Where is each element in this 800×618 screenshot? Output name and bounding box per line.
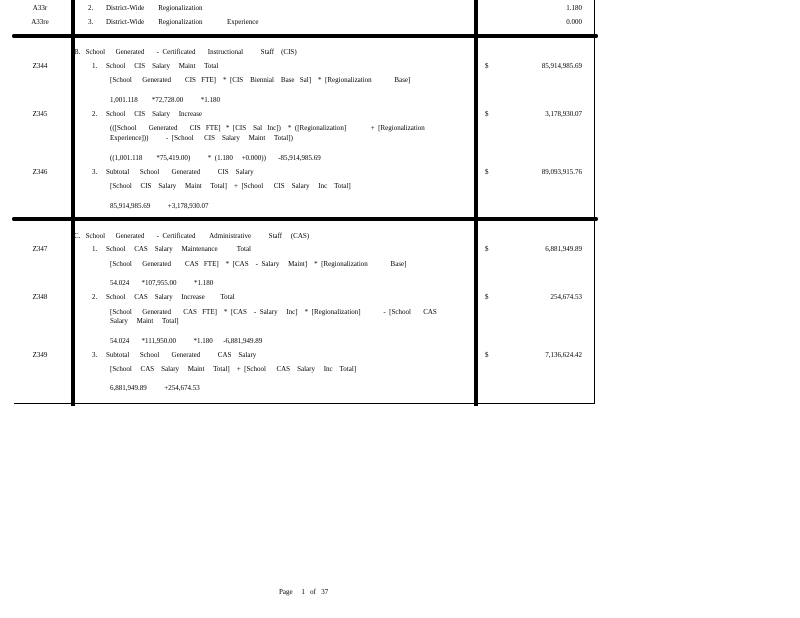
page-number: Page 1 of 37: [279, 588, 329, 596]
row-title: School CIS Salary Increase: [106, 110, 203, 118]
row-calculation: ((1,001.118 *75,419.00) * (1.180 +0.000)) -85,914,985.69: [110, 154, 321, 162]
row-amount: 85,914,985.69: [541, 62, 582, 70]
row-amount: 6,881,949.89: [545, 245, 582, 253]
row-amount: 3,178,930.07: [545, 110, 582, 118]
row-number: 1.: [92, 62, 98, 70]
row-number: 1.: [92, 245, 98, 253]
row-code: Z349: [32, 351, 48, 359]
section-b-top-rule: [12, 34, 598, 38]
row-number: 2.: [88, 4, 94, 12]
row-title: District-Wide Regionalization: [106, 4, 203, 12]
dollar-sign: $: [485, 62, 489, 70]
row-amount: 7,136,624.42: [545, 351, 582, 359]
row-formula: [School CAS Salary Maint Total] + [School CAS Salary Inc Total]: [110, 365, 357, 373]
row-amount: 0.000: [566, 18, 582, 26]
row-calculation: 85,914,985.69 +3,178,930.07: [110, 202, 209, 210]
row-calculation: 1,001.118 *72,728.00 *1.180: [110, 96, 220, 104]
row-code: Z346: [32, 168, 48, 176]
row-code: Z344: [32, 62, 48, 70]
row-amount: 89,093,915.76: [541, 168, 582, 176]
section-c-top-rule: [12, 217, 598, 221]
row-code: Z345: [32, 110, 48, 118]
row-title: District-Wide Regionalization Experience: [106, 18, 259, 26]
dollar-sign: $: [485, 168, 489, 176]
right-vertical-rule: [474, 0, 478, 406]
row-code: Z347: [32, 245, 48, 253]
row-amount: 254,674.53: [550, 293, 582, 301]
section-heading: B. School Generated - Certificated Instructional Staff (CIS): [74, 48, 297, 56]
section-heading: C. School Generated - Certificated Administrative Staff (CAS): [74, 232, 310, 240]
row-title: School CAS Salary Increase Total: [106, 293, 235, 301]
dollar-sign: $: [485, 293, 489, 301]
row-formula: [School Generated CAS FTE] * [CAS - Salary Maint] * [Regionalization Base]: [110, 260, 407, 268]
row-amount: 1.180: [566, 4, 582, 12]
dollar-sign: $: [485, 245, 489, 253]
row-title: Subtotal School Generated CAS Salary: [106, 351, 257, 359]
row-formula: (([School Generated CIS FTE] * [CIS Sal Inc]) * ([Regionalization] + [Regionalization: [110, 124, 425, 132]
row-formula-continued: Experience])) - [School CIS Salary Maint Total]): [110, 134, 293, 142]
row-number: 2.: [92, 110, 98, 118]
row-number: 3.: [92, 168, 98, 176]
row-formula-continued: Salary Maint Total]: [110, 317, 179, 325]
dollar-sign: $: [485, 110, 489, 118]
dollar-sign: $: [485, 351, 489, 359]
row-calculation: 54.024 *111,950.00 *1.180 -6,881,949.89: [110, 337, 263, 345]
row-calculation: 6,881,949.89 +254,674.53: [110, 384, 200, 392]
right-border-line: [594, 0, 595, 404]
row-title: School CIS Salary Maint Total: [106, 62, 219, 70]
row-title: Subtotal School Generated CIS Salary: [106, 168, 254, 176]
left-vertical-rule: [71, 0, 75, 406]
row-code: A33re: [31, 18, 49, 26]
row-code: A33r: [32, 4, 48, 12]
row-formula: [School CIS Salary Maint Total] + [School CIS Salary Inc Total]: [110, 182, 351, 190]
row-number: 2.: [92, 293, 98, 301]
row-formula: [School Generated CAS FTE] * [CAS - Salary Inc] * [Regionalization] - [School CAS: [110, 308, 437, 316]
row-number: 3.: [88, 18, 94, 26]
row-formula: [School Generated CIS FTE] * [CIS Biennial Base Sal] * [Regionalization Base]: [110, 76, 411, 84]
row-title: School CAS Salary Maintenance Total: [106, 245, 252, 253]
row-number: 3.: [92, 351, 98, 359]
row-code: Z348: [32, 293, 48, 301]
row-calculation: 54.024 *107,955.00 *1.180: [110, 279, 214, 287]
table-bottom-rule: [14, 403, 594, 404]
